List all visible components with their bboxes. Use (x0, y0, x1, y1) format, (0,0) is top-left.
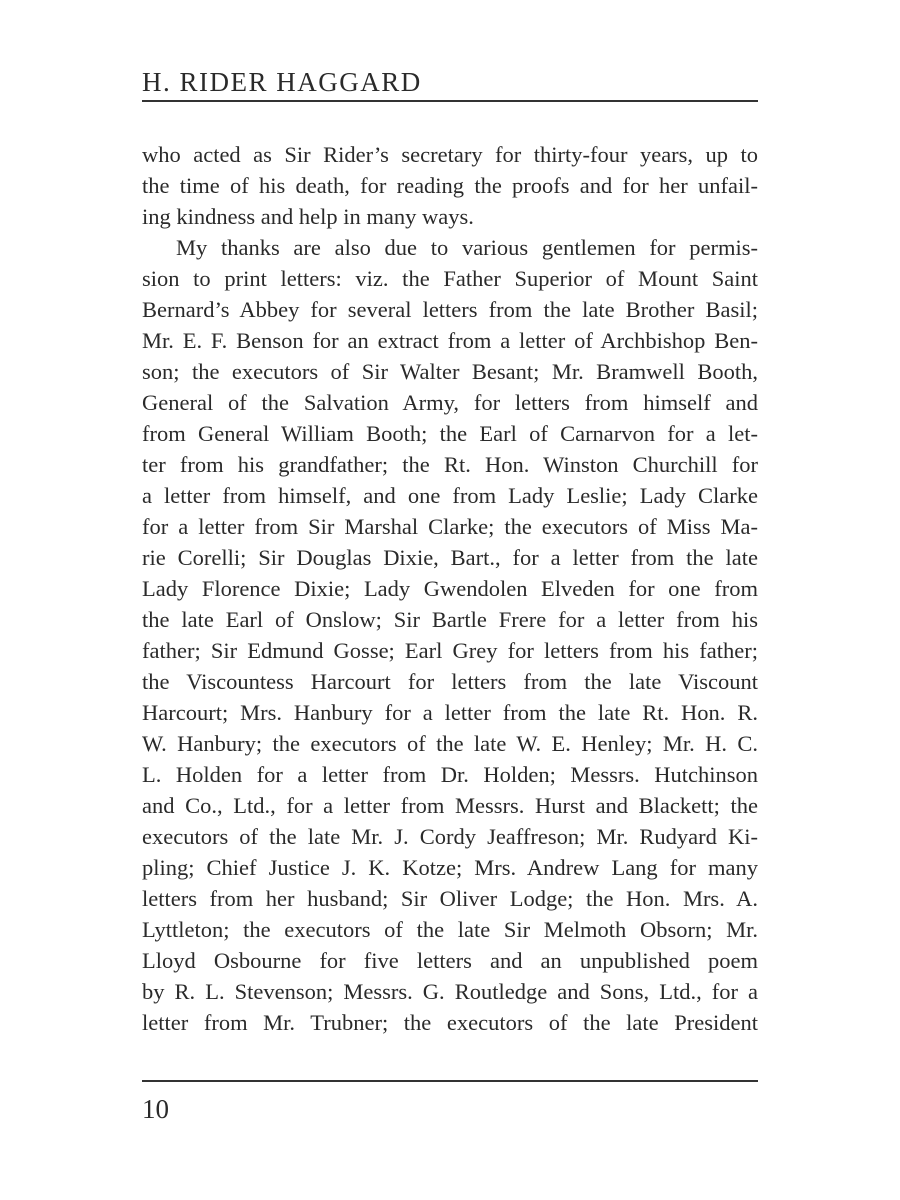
text-line: ing kindness and help in many ways. (142, 204, 474, 229)
text-line: and Co., Ltd., for a letter from Messrs. Hurst and Blackett; the (142, 793, 758, 818)
text-line: General of the Salvation Army, for letters from himself and (142, 390, 758, 415)
text-line: the Viscountess Harcourt for letters from the late Viscount (142, 669, 758, 694)
running-header-title: H. RIDER HAGGARD (142, 67, 422, 97)
page-number: 10 (142, 1094, 169, 1124)
text-line: Bernard’s Abbey for several letters from the late Brother Basil; (142, 297, 758, 322)
footer-rule (142, 1080, 758, 1082)
text-line: Lyttleton; the executors of the late Sir Melmoth Obsorn; Mr. (142, 917, 758, 942)
text-line: a letter from himself, and one from Lady Leslie; Lady Clarke (142, 483, 758, 508)
text-line: for a letter from Sir Marshal Clarke; the executors of Miss Ma- (142, 514, 758, 539)
text-line: ter from his grandfather; the Rt. Hon. Winston Churchill for (142, 452, 758, 477)
paragraph (142, 232, 758, 1038)
text-line: My thanks are also due to various gentlemen for permis- (176, 235, 758, 260)
text-line: executors of the late Mr. J. Cordy Jeaffreson; Mr. Rudyard Ki- (142, 824, 758, 849)
text-line: the late Earl of Onslow; Sir Bartle Frere for a letter from his (142, 607, 758, 632)
text-line: by R. L. Stevenson; Messrs. G. Routledge and Sons, Ltd., for a (142, 979, 758, 1004)
text-line: rie Corelli; Sir Douglas Dixie, Bart., for a letter from the late (142, 545, 758, 570)
text-line: letter from Mr. Trubner; the executors of the late President (142, 1010, 758, 1035)
text-line: son; the executors of Sir Walter Besant; Mr. Bramwell Booth, (142, 359, 758, 384)
text-line: sion to print letters: viz. the Father Superior of Mount Saint (142, 266, 758, 291)
text-line: Lady Florence Dixie; Lady Gwendolen Elveden for one from (142, 576, 758, 601)
text-line: Harcourt; Mrs. Hanbury for a letter from the late Rt. Hon. R. (142, 700, 758, 725)
paragraph (142, 139, 758, 232)
text-line: Mr. E. F. Benson for an extract from a letter of Archbishop Ben- (142, 328, 758, 353)
text-line: letters from her husband; Sir Oliver Lodge; the Hon. Mrs. A. (142, 886, 758, 911)
header-rule (142, 100, 758, 102)
text-line: from General William Booth; the Earl of Carnarvon for a let- (142, 421, 758, 446)
text-line: pling; Chief Justice J. K. Kotze; Mrs. Andrew Lang for many (142, 855, 758, 880)
text-line: Lloyd Osbourne for five letters and an unpublished poem (142, 948, 758, 973)
text-line: L. Holden for a letter from Dr. Holden; Messrs. Hutchinson (142, 762, 758, 787)
text-line: who acted as Sir Rider’s secretary for thirty-four years, up to (142, 142, 758, 167)
body-text (142, 139, 758, 1038)
text-line: W. Hanbury; the executors of the late W. E. Henley; Mr. H. C. (142, 731, 758, 756)
text-line: the time of his death, for reading the proofs and for her unfail- (142, 173, 758, 198)
text-line: father; Sir Edmund Gosse; Earl Grey for letters from his father; (142, 638, 758, 663)
